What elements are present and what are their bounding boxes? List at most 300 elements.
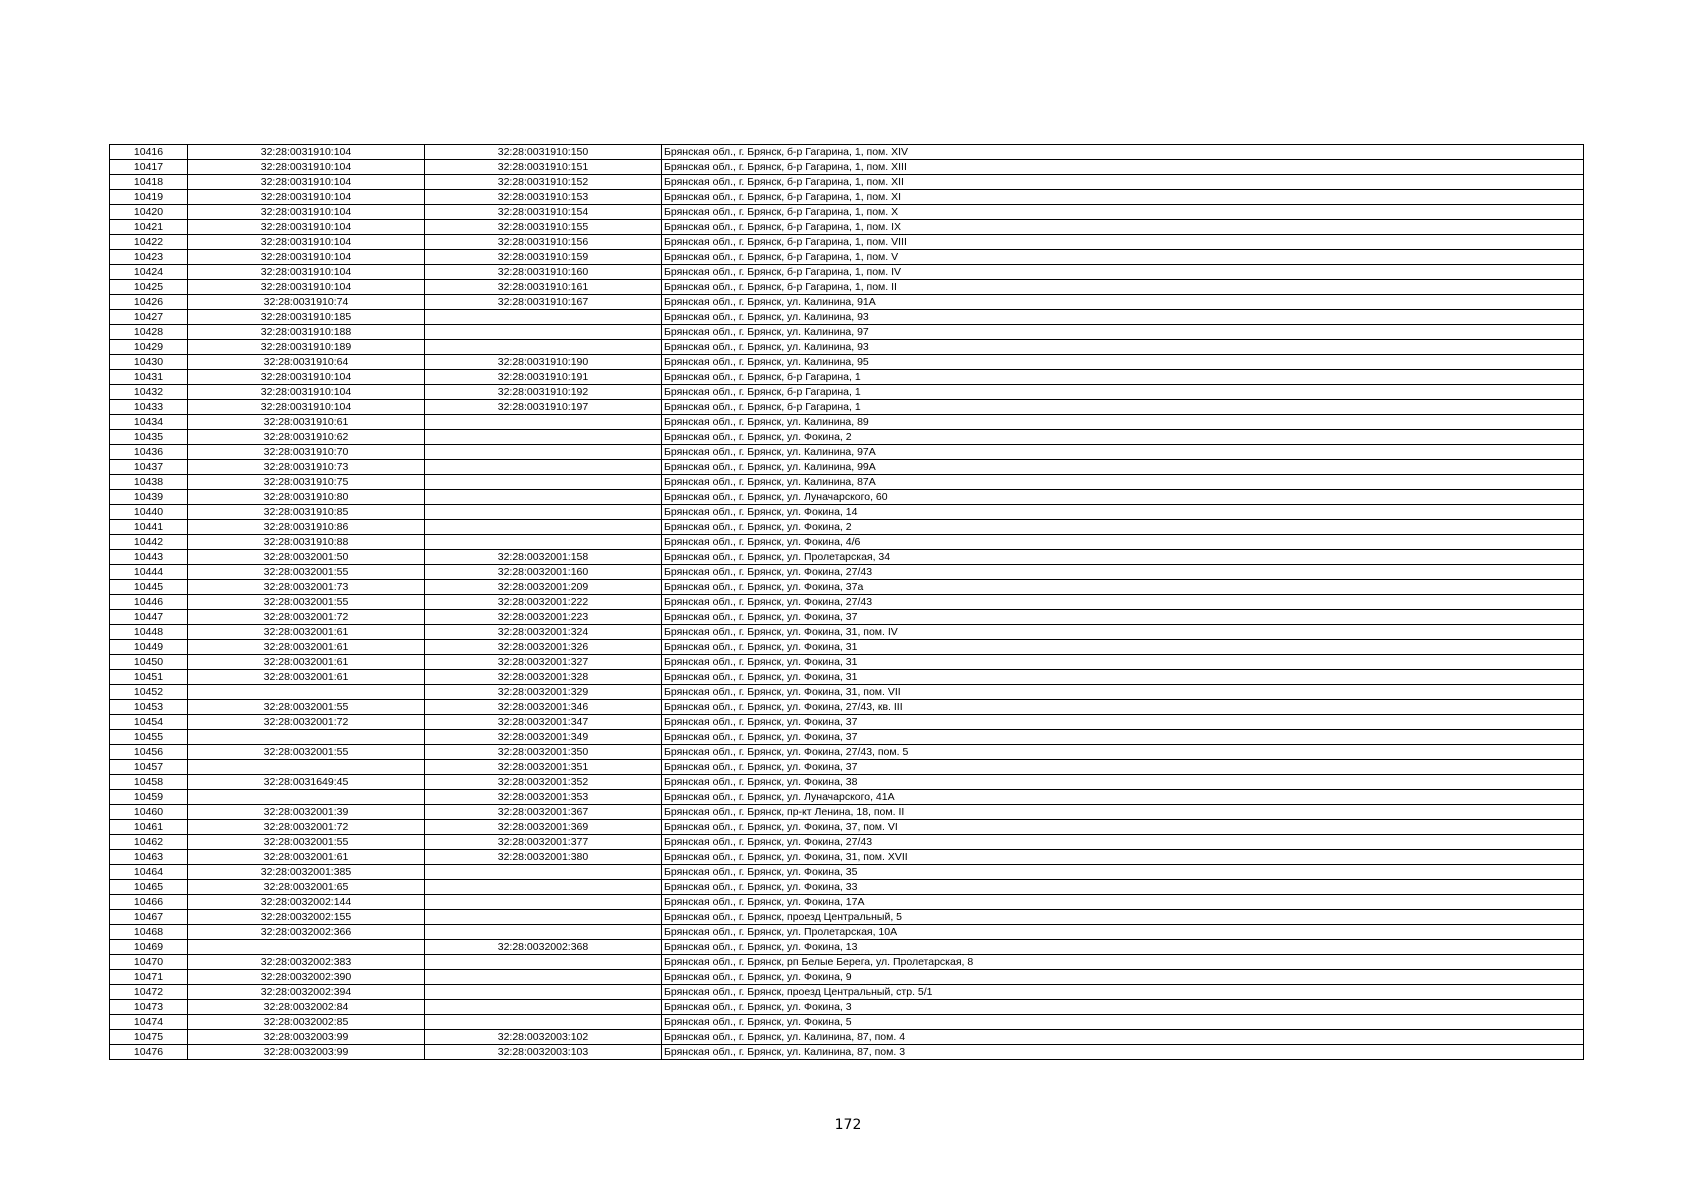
row-number-cell: 10476 [110,1045,188,1060]
object-cadastral-number-cell [425,325,662,340]
row-number-cell: 10420 [110,205,188,220]
address-cell: Брянская обл., г. Брянск, ул. Фокина, 31 [662,655,1584,670]
row-number-cell: 10449 [110,640,188,655]
row-number-cell: 10474 [110,1015,188,1030]
row-number-cell: 10453 [110,700,188,715]
parcel-cadastral-number-cell: 32:28:0031910:75 [188,475,425,490]
row-number-cell: 10458 [110,775,188,790]
parcel-cadastral-number-cell: 32:28:0032001:73 [188,580,425,595]
row-number-cell: 10431 [110,370,188,385]
row-number-cell: 10454 [110,715,188,730]
object-cadastral-number-cell: 32:28:0031910:197 [425,400,662,415]
address-cell: Брянская обл., г. Брянск, б-р Гагарина, 1, пом. XII [662,175,1584,190]
row-number-cell: 10463 [110,850,188,865]
address-cell: Брянская обл., г. Брянск, б-р Гагарина, 1, пом. VIII [662,235,1584,250]
row-number-cell: 10425 [110,280,188,295]
address-cell: Брянская обл., г. Брянск, ул. Фокина, 31, пом. XVII [662,850,1584,865]
object-cadastral-number-cell: 32:28:0032001:351 [425,760,662,775]
parcel-cadastral-number-cell: 32:28:0032002:144 [188,895,425,910]
object-cadastral-number-cell [425,430,662,445]
address-cell: Брянская обл., г. Брянск, ул. Луначарского, 41А [662,790,1584,805]
table-row [110,835,1584,850]
row-number-cell: 10475 [110,1030,188,1045]
parcel-cadastral-number-cell: 32:28:0031910:104 [188,250,425,265]
address-cell: Брянская обл., г. Брянск, ул. Фокина, 2 [662,520,1584,535]
object-cadastral-number-cell: 32:28:0031910:160 [425,265,662,280]
table-row [110,505,1584,520]
object-cadastral-number-cell: 32:28:0031910:151 [425,160,662,175]
address-cell: Брянская обл., г. Брянск, ул. Калинина, 93 [662,310,1584,325]
parcel-cadastral-number-cell: 32:28:0032001:61 [188,640,425,655]
parcel-cadastral-number-cell: 32:28:0031910:104 [188,235,425,250]
table-row [110,865,1584,880]
object-cadastral-number-cell: 32:28:0031910:167 [425,295,662,310]
address-cell: Брянская обл., г. Брянск, б-р Гагарина, 1 [662,370,1584,385]
object-cadastral-number-cell: 32:28:0032003:103 [425,1045,662,1060]
table-row [110,880,1584,895]
address-cell: Брянская обл., г. Брянск, ул. Калинина, 93 [662,340,1584,355]
parcel-cadastral-number-cell: 32:28:0031910:104 [188,400,425,415]
address-cell: Брянская обл., г. Брянск, ул. Луначарского, 60 [662,490,1584,505]
row-number-cell: 10466 [110,895,188,910]
parcel-cadastral-number-cell: 32:28:0032001:61 [188,655,425,670]
row-number-cell: 10443 [110,550,188,565]
address-cell: Брянская обл., г. Брянск, б-р Гагарина, 1 [662,400,1584,415]
table-row [110,250,1584,265]
address-cell: Брянская обл., г. Брянск, ул. Калинина, 97 [662,325,1584,340]
table-row [110,895,1584,910]
table-row [110,805,1584,820]
object-cadastral-number-cell: 32:28:0031910:154 [425,205,662,220]
parcel-cadastral-number-cell: 32:28:0032002:366 [188,925,425,940]
address-cell: Брянская обл., г. Брянск, ул. Фокина, 31 [662,640,1584,655]
address-cell: Брянская обл., г. Брянск, ул. Пролетарская, 10А [662,925,1584,940]
parcel-cadastral-number-cell [188,790,425,805]
row-number-cell: 10447 [110,610,188,625]
table-row [110,160,1584,175]
table-row [110,700,1584,715]
table-row [110,745,1584,760]
object-cadastral-number-cell: 32:28:0031910:150 [425,145,662,160]
row-number-cell: 10434 [110,415,188,430]
table-row [110,235,1584,250]
table-row [110,310,1584,325]
table-row [110,820,1584,835]
table-row [110,430,1584,445]
parcel-cadastral-number-cell: 32:28:0032001:55 [188,745,425,760]
parcel-cadastral-number-cell: 32:28:0032001:65 [188,880,425,895]
parcel-cadastral-number-cell: 32:28:0031910:104 [188,220,425,235]
address-cell: Брянская обл., г. Брянск, проезд Центральный, стр. 5/1 [662,985,1584,1000]
row-number-cell: 10446 [110,595,188,610]
row-number-cell: 10468 [110,925,188,940]
address-cell: Брянская обл., г. Брянск, ул. Фокина, 31, пом. IV [662,625,1584,640]
table-row [110,685,1584,700]
address-cell: Брянская обл., г. Брянск, пр-кт Ленина, 18, пом. II [662,805,1584,820]
address-cell: Брянская обл., г. Брянск, б-р Гагарина, 1, пом. V [662,250,1584,265]
object-cadastral-number-cell: 32:28:0032001:369 [425,820,662,835]
object-cadastral-number-cell: 32:28:0032001:353 [425,790,662,805]
table-row [110,955,1584,970]
parcel-cadastral-number-cell: 32:28:0031910:86 [188,520,425,535]
object-cadastral-number-cell [425,475,662,490]
row-number-cell: 10459 [110,790,188,805]
parcel-cadastral-number-cell: 32:28:0032001:61 [188,670,425,685]
object-cadastral-number-cell: 32:28:0032001:352 [425,775,662,790]
address-cell: Брянская обл., г. Брянск, ул. Фокина, 17А [662,895,1584,910]
table-row [110,775,1584,790]
address-cell: Брянская обл., г. Брянск, ул. Фокина, 27/43 [662,565,1584,580]
parcel-cadastral-number-cell: 32:28:0031649:45 [188,775,425,790]
row-number-cell: 10441 [110,520,188,535]
address-cell: Брянская обл., г. Брянск, ул. Фокина, 4/6 [662,535,1584,550]
row-number-cell: 10469 [110,940,188,955]
table-row [110,625,1584,640]
address-cell: Брянская обл., г. Брянск, ул. Калинина, 97А [662,445,1584,460]
object-cadastral-number-cell: 32:28:0032001:158 [425,550,662,565]
parcel-cadastral-number-cell: 32:28:0032003:99 [188,1045,425,1060]
row-number-cell: 10450 [110,655,188,670]
object-cadastral-number-cell: 32:28:0032001:367 [425,805,662,820]
parcel-cadastral-number-cell: 32:28:0031910:88 [188,535,425,550]
address-cell: Брянская обл., г. Брянск, ул. Фокина, 33 [662,880,1584,895]
row-number-cell: 10430 [110,355,188,370]
table-row [110,370,1584,385]
parcel-cadastral-number-cell: 32:28:0031910:104 [188,160,425,175]
row-number-cell: 10427 [110,310,188,325]
address-cell: Брянская обл., г. Брянск, б-р Гагарина, 1, пом. XIV [662,145,1584,160]
table-row [110,925,1584,940]
object-cadastral-number-cell [425,340,662,355]
object-cadastral-number-cell: 32:28:0032001:349 [425,730,662,745]
table-row [110,595,1584,610]
object-cadastral-number-cell [425,910,662,925]
address-cell: Брянская обл., г. Брянск, ул. Фокина, 27/43, пом. 5 [662,745,1584,760]
parcel-cadastral-number-cell: 32:28:0032001:55 [188,835,425,850]
object-cadastral-number-cell: 32:28:0032002:368 [425,940,662,955]
table-row [110,1030,1584,1045]
table-row [110,535,1584,550]
parcel-cadastral-number-cell: 32:28:0031910:104 [188,190,425,205]
address-cell: Брянская обл., г. Брянск, ул. Калинина, 95 [662,355,1584,370]
object-cadastral-number-cell: 32:28:0032001:327 [425,655,662,670]
parcel-cadastral-number-cell: 32:28:0031910:70 [188,445,425,460]
address-cell: Брянская обл., г. Брянск, ул. Фокина, 27/43, кв. III [662,700,1584,715]
parcel-cadastral-number-cell: 32:28:0032001:55 [188,565,425,580]
row-number-cell: 10467 [110,910,188,925]
object-cadastral-number-cell [425,865,662,880]
address-cell: Брянская обл., г. Брянск, ул. Калинина, 87, пом. 3 [662,1045,1584,1060]
parcel-cadastral-number-cell: 32:28:0031910:185 [188,310,425,325]
parcel-cadastral-number-cell: 32:28:0031910:189 [188,340,425,355]
parcel-cadastral-number-cell: 32:28:0031910:104 [188,280,425,295]
object-cadastral-number-cell [425,310,662,325]
table-row [110,520,1584,535]
table-row [110,610,1584,625]
parcel-cadastral-number-cell: 32:28:0031910:73 [188,460,425,475]
parcel-cadastral-number-cell: 32:28:0032001:55 [188,700,425,715]
parcel-cadastral-number-cell: 32:28:0032001:72 [188,715,425,730]
parcel-cadastral-number-cell: 32:28:0031910:64 [188,355,425,370]
parcel-cadastral-number-cell: 32:28:0032002:383 [188,955,425,970]
row-number-cell: 10435 [110,430,188,445]
object-cadastral-number-cell: 32:28:0031910:192 [425,385,662,400]
parcel-cadastral-number-cell: 32:28:0032001:50 [188,550,425,565]
address-cell: Брянская обл., г. Брянск, ул. Фокина, 27/43 [662,835,1584,850]
row-number-cell: 10471 [110,970,188,985]
object-cadastral-number-cell [425,1015,662,1030]
object-cadastral-number-cell [425,925,662,940]
address-cell: Брянская обл., г. Брянск, ул. Фокина, 9 [662,970,1584,985]
address-cell: Брянская обл., г. Брянск, б-р Гагарина, 1, пом. IV [662,265,1584,280]
table-row [110,790,1584,805]
row-number-cell: 10473 [110,1000,188,1015]
address-cell: Брянская обл., г. Брянск, ул. Фокина, 38 [662,775,1584,790]
table-row [110,190,1584,205]
table-row [110,550,1584,565]
table-row [110,640,1584,655]
address-cell: Брянская обл., г. Брянск, ул. Калинина, 87, пом. 4 [662,1030,1584,1045]
object-cadastral-number-cell: 32:28:0032001:346 [425,700,662,715]
row-number-cell: 10428 [110,325,188,340]
table-row [110,445,1584,460]
row-number-cell: 10455 [110,730,188,745]
object-cadastral-number-cell: 32:28:0032001:223 [425,610,662,625]
table-row [110,475,1584,490]
table-row [110,295,1584,310]
row-number-cell: 10429 [110,340,188,355]
table-row [110,280,1584,295]
row-number-cell: 10462 [110,835,188,850]
row-number-cell: 10418 [110,175,188,190]
address-cell: Брянская обл., г. Брянск, б-р Гагарина, 1, пом. XIII [662,160,1584,175]
object-cadastral-number-cell: 32:28:0032003:102 [425,1030,662,1045]
table-row [110,460,1584,475]
object-cadastral-number-cell: 32:28:0031910:152 [425,175,662,190]
object-cadastral-number-cell [425,1000,662,1015]
parcel-cadastral-number-cell: 32:28:0031910:74 [188,295,425,310]
parcel-cadastral-number-cell: 32:28:0031910:104 [188,385,425,400]
parcel-cadastral-number-cell: 32:28:0032001:61 [188,850,425,865]
object-cadastral-number-cell [425,460,662,475]
address-cell: Брянская обл., г. Брянск, ул. Фокина, 35 [662,865,1584,880]
table-row [110,670,1584,685]
row-number-cell: 10437 [110,460,188,475]
parcel-cadastral-number-cell: 32:28:0032002:85 [188,1015,425,1030]
row-number-cell: 10440 [110,505,188,520]
address-cell: Брянская обл., г. Брянск, б-р Гагарина, 1, пом. II [662,280,1584,295]
object-cadastral-number-cell [425,955,662,970]
table-row [110,910,1584,925]
object-cadastral-number-cell [425,505,662,520]
object-cadastral-number-cell: 32:28:0031910:153 [425,190,662,205]
object-cadastral-number-cell: 32:28:0032001:380 [425,850,662,865]
parcel-cadastral-number-cell: 32:28:0031910:104 [188,370,425,385]
row-number-cell: 10456 [110,745,188,760]
object-cadastral-number-cell: 32:28:0031910:156 [425,235,662,250]
parcel-cadastral-number-cell: 32:28:0032002:394 [188,985,425,1000]
row-number-cell: 10460 [110,805,188,820]
address-cell: Брянская обл., г. Брянск, ул. Пролетарская, 34 [662,550,1584,565]
row-number-cell: 10438 [110,475,188,490]
table-row [110,580,1584,595]
address-cell: Брянская обл., г. Брянск, ул. Калинина, 91А [662,295,1584,310]
object-cadastral-number-cell: 32:28:0032001:350 [425,745,662,760]
row-number-cell: 10424 [110,265,188,280]
row-number-cell: 10422 [110,235,188,250]
object-cadastral-number-cell: 32:28:0031910:190 [425,355,662,370]
parcel-cadastral-number-cell [188,685,425,700]
row-number-cell: 10416 [110,145,188,160]
row-number-cell: 10470 [110,955,188,970]
object-cadastral-number-cell: 32:28:0032001:324 [425,625,662,640]
address-cell: Брянская обл., г. Брянск, проезд Центральный, 5 [662,910,1584,925]
row-number-cell: 10439 [110,490,188,505]
table-row [110,490,1584,505]
address-cell: Брянская обл., г. Брянск, ул. Фокина, 37, пом. VI [662,820,1584,835]
object-cadastral-number-cell: 32:28:0032001:160 [425,565,662,580]
row-number-cell: 10423 [110,250,188,265]
address-cell: Брянская обл., г. Брянск, рп Белые Берега, ул. Пролетарская, 8 [662,955,1584,970]
object-cadastral-number-cell: 32:28:0032001:209 [425,580,662,595]
row-number-cell: 10461 [110,820,188,835]
object-cadastral-number-cell: 32:28:0031910:161 [425,280,662,295]
row-number-cell: 10426 [110,295,188,310]
object-cadastral-number-cell: 32:28:0032001:326 [425,640,662,655]
address-cell: Брянская обл., г. Брянск, ул. Фокина, 13 [662,940,1584,955]
table-row [110,1045,1584,1060]
parcel-cadastral-number-cell: 32:28:0032001:72 [188,820,425,835]
object-cadastral-number-cell [425,880,662,895]
table-row [110,145,1584,160]
address-cell: Брянская обл., г. Брянск, ул. Калинина, 89 [662,415,1584,430]
row-number-cell: 10457 [110,760,188,775]
object-cadastral-number-cell: 32:28:0031910:159 [425,250,662,265]
object-cadastral-number-cell: 32:28:0031910:191 [425,370,662,385]
object-cadastral-number-cell: 32:28:0032001:222 [425,595,662,610]
object-cadastral-number-cell [425,970,662,985]
table-row [110,1000,1584,1015]
address-cell: Брянская обл., г. Брянск, ул. Калинина, 87А [662,475,1584,490]
address-cell: Брянская обл., г. Брянск, ул. Фокина, 37 [662,715,1584,730]
parcel-cadastral-number-cell: 32:28:0032002:84 [188,1000,425,1015]
object-cadastral-number-cell [425,490,662,505]
table-row [110,220,1584,235]
row-number-cell: 10452 [110,685,188,700]
row-number-cell: 10432 [110,385,188,400]
address-cell: Брянская обл., г. Брянск, б-р Гагарина, 1 [662,385,1584,400]
row-number-cell: 10464 [110,865,188,880]
parcel-cadastral-number-cell: 32:28:0032001:61 [188,625,425,640]
parcel-cadastral-number-cell: 32:28:0031910:85 [188,505,425,520]
row-number-cell: 10433 [110,400,188,415]
row-number-cell: 10419 [110,190,188,205]
row-number-cell: 10436 [110,445,188,460]
parcel-cadastral-number-cell: 32:28:0032001:72 [188,610,425,625]
table-row [110,970,1584,985]
parcel-cadastral-number-cell: 32:28:0031910:62 [188,430,425,445]
parcel-cadastral-number-cell: 32:28:0032002:390 [188,970,425,985]
row-number-cell: 10448 [110,625,188,640]
parcel-cadastral-number-cell: 32:28:0031910:61 [188,415,425,430]
address-cell: Брянская обл., г. Брянск, ул. Фокина, 14 [662,505,1584,520]
table-row [110,1015,1584,1030]
row-number-cell: 10442 [110,535,188,550]
registry-table [109,144,1584,1060]
row-number-cell: 10417 [110,160,188,175]
address-cell: Брянская обл., г. Брянск, б-р Гагарина, 1, пом. X [662,205,1584,220]
table-row [110,850,1584,865]
row-number-cell: 10472 [110,985,188,1000]
address-cell: Брянская обл., г. Брянск, ул. Фокина, 27/43 [662,595,1584,610]
page-number: 172 [834,1117,862,1133]
table-row [110,760,1584,775]
parcel-cadastral-number-cell: 32:28:0032002:155 [188,910,425,925]
table-row [110,415,1584,430]
parcel-cadastral-number-cell: 32:28:0032001:39 [188,805,425,820]
address-cell: Брянская обл., г. Брянск, ул. Фокина, 37 [662,610,1584,625]
table-row [110,175,1584,190]
address-cell: Брянская обл., г. Брянск, ул. Калинина, 99А [662,460,1584,475]
object-cadastral-number-cell: 32:28:0032001:347 [425,715,662,730]
row-number-cell: 10445 [110,580,188,595]
table-row [110,730,1584,745]
table-row [110,940,1584,955]
object-cadastral-number-cell: 32:28:0032001:329 [425,685,662,700]
parcel-cadastral-number-cell: 32:28:0032001:385 [188,865,425,880]
table-row [110,265,1584,280]
object-cadastral-number-cell: 32:28:0032001:377 [425,835,662,850]
table-row [110,565,1584,580]
object-cadastral-number-cell [425,985,662,1000]
address-cell: Брянская обл., г. Брянск, б-р Гагарина, 1, пом. XI [662,190,1584,205]
parcel-cadastral-number-cell [188,940,425,955]
parcel-cadastral-number-cell: 32:28:0031910:104 [188,145,425,160]
address-cell: Брянская обл., г. Брянск, ул. Фокина, 37 [662,730,1584,745]
address-cell: Брянская обл., г. Брянск, б-р Гагарина, 1, пом. IX [662,220,1584,235]
table-row [110,385,1584,400]
object-cadastral-number-cell [425,520,662,535]
object-cadastral-number-cell: 32:28:0031910:155 [425,220,662,235]
parcel-cadastral-number-cell: 32:28:0031910:104 [188,205,425,220]
parcel-cadastral-number-cell [188,760,425,775]
parcel-cadastral-number-cell: 32:28:0032003:99 [188,1030,425,1045]
row-number-cell: 10451 [110,670,188,685]
parcel-cadastral-number-cell: 32:28:0032001:55 [188,595,425,610]
table-row [110,715,1584,730]
address-cell: Брянская обл., г. Брянск, ул. Фокина, 2 [662,430,1584,445]
table-row [110,205,1584,220]
table-row [110,340,1584,355]
registry-table-body [110,145,1584,1060]
table-row [110,355,1584,370]
row-number-cell: 10465 [110,880,188,895]
address-cell: Брянская обл., г. Брянск, ул. Фокина, 37а [662,580,1584,595]
address-cell: Брянская обл., г. Брянск, ул. Фокина, 37 [662,760,1584,775]
table-row [110,655,1584,670]
parcel-cadastral-number-cell: 32:28:0031910:80 [188,490,425,505]
parcel-cadastral-number-cell: 32:28:0031910:104 [188,265,425,280]
parcel-cadastral-number-cell [188,730,425,745]
address-cell: Брянская обл., г. Брянск, ул. Фокина, 31, пом. VII [662,685,1584,700]
object-cadastral-number-cell: 32:28:0032001:328 [425,670,662,685]
row-number-cell: 10444 [110,565,188,580]
address-cell: Брянская обл., г. Брянск, ул. Фокина, 31 [662,670,1584,685]
table-row [110,400,1584,415]
address-cell: Брянская обл., г. Брянск, ул. Фокина, 5 [662,1015,1584,1030]
object-cadastral-number-cell [425,535,662,550]
table-row [110,985,1584,1000]
